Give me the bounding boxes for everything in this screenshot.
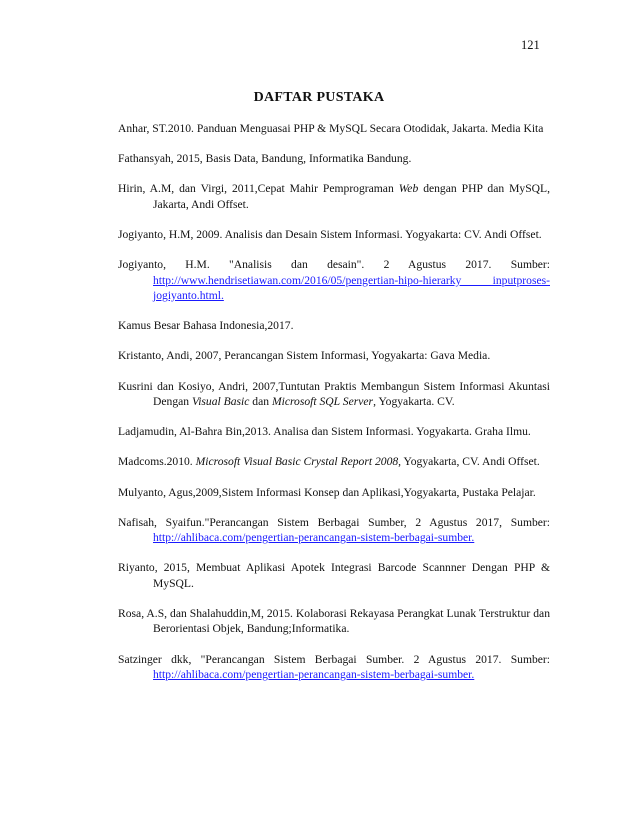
reference-link[interactable]: http://ahlibaca.com/pengertian-perancangan-sistem-berbagai-sumber. [153, 531, 475, 545]
reference-item [118, 652, 550, 683]
reference-text: Riyanto, 2015, Membuat Aplikasi Apotek Integrasi Barcode Scannner Dengan PHP & MySQL. [118, 561, 550, 590]
reference-item [118, 379, 550, 410]
reference-italic-term: Web [398, 182, 419, 196]
reference-item [118, 121, 550, 136]
reference-text: Hirin, A.M, dan Virgi, 2011,Cepat Mahir Pemprograman [118, 182, 399, 196]
reference-item [118, 515, 550, 546]
reference-italic-term: Microsoft SQL Server [271, 395, 374, 409]
reference-text: dan [249, 395, 272, 409]
reference-text: Mulyanto, Agus,2009,Sistem Informasi Konsep dan Aplikasi,Yogyakarta, Pustaka Pelajar. [118, 485, 536, 499]
reference-text: Kristanto, Andi, 2007, Perancangan Sistem Informasi, Yogyakarta: Gava Media. [118, 349, 491, 363]
reference-item [118, 454, 550, 469]
reference-item [118, 485, 550, 500]
reference-link[interactable]: http://ahlibaca.com/pengertian-perancangan-sistem-berbagai-sumber. [153, 668, 475, 682]
reference-item [118, 227, 550, 242]
reference-item [118, 318, 550, 333]
reference-italic-term: Microsoft Visual Basic Crystal Report 2008 [195, 455, 399, 469]
reference-text: Jogiyanto, H.M. "Analisis dan desain". 2 Agustus 2017. Sumber: [118, 258, 550, 272]
reference-text: Jogiyanto, H.M, 2009. Analisis dan Desain Sistem Informasi. Yogyakarta: CV. Andi Offset. [118, 228, 542, 242]
reference-text: Kusrini dan Kosiyo, Andri, 2007,Tuntutan Praktis Membangun Sistem Informasi Akuntasi Dengan [118, 379, 550, 409]
reference-item [118, 348, 550, 363]
reference-text: Nafisah, Syaifun."Perancangan Sistem Berbagai Sumber, 2 Agustus 2017, Sumber: [118, 515, 550, 529]
reference-text: dengan PHP dan MySQL, Jakarta, Andi Offset. [153, 182, 551, 211]
reference-text: Madcoms.2010. [118, 455, 196, 469]
page-number: 121 [521, 38, 540, 52]
reference-item [118, 424, 550, 439]
reference-text: Rosa, A.S, dan Shalahuddin,M, 2015. Kolaborasi Rekayasa Perangkat Lunak Terstruktur dan Berorientasi Objek, Bandung;Informatika. [118, 607, 550, 636]
reference-text: Anhar, ST.2010. Panduan Menguasai PHP & MySQL Secara Otodidak, Jakarta. Media Kita [118, 122, 544, 135]
reference-item [118, 606, 550, 637]
reference-item [118, 151, 550, 166]
reference-link[interactable]: http://www.hendrisetiawan.com/2016/05/pengertian-hipo-hierarky inputproses-jogiyanto.html. [153, 273, 550, 303]
page-title: DAFTAR PUSTAKA [253, 90, 385, 105]
reference-item [118, 560, 550, 591]
reference-item [118, 257, 550, 303]
reference-text: Fathansyah, 2015, Basis Data, Bandung, Informatika Bandung. [118, 152, 412, 166]
reference-item [118, 181, 550, 212]
reference-text: Satzinger dkk, "Perancangan Sistem Berbagai Sumber. 2 Agustus 2017. Sumber: [118, 652, 550, 666]
reference-italic-term: Visual Basic [191, 395, 250, 409]
reference-text: Ladjamudin, Al-Bahra Bin,2013. Analisa dan Sistem Informasi. Yogyakarta. Graha Ilmu. [118, 425, 531, 439]
reference-text: , Yogyakarta. CV. [373, 395, 455, 409]
reference-text: Kamus Besar Bahasa Indonesia,2017. [118, 319, 294, 333]
reference-list [118, 121, 550, 683]
reference-text: , Yogyakarta, CV. Andi Offset. [398, 455, 540, 469]
